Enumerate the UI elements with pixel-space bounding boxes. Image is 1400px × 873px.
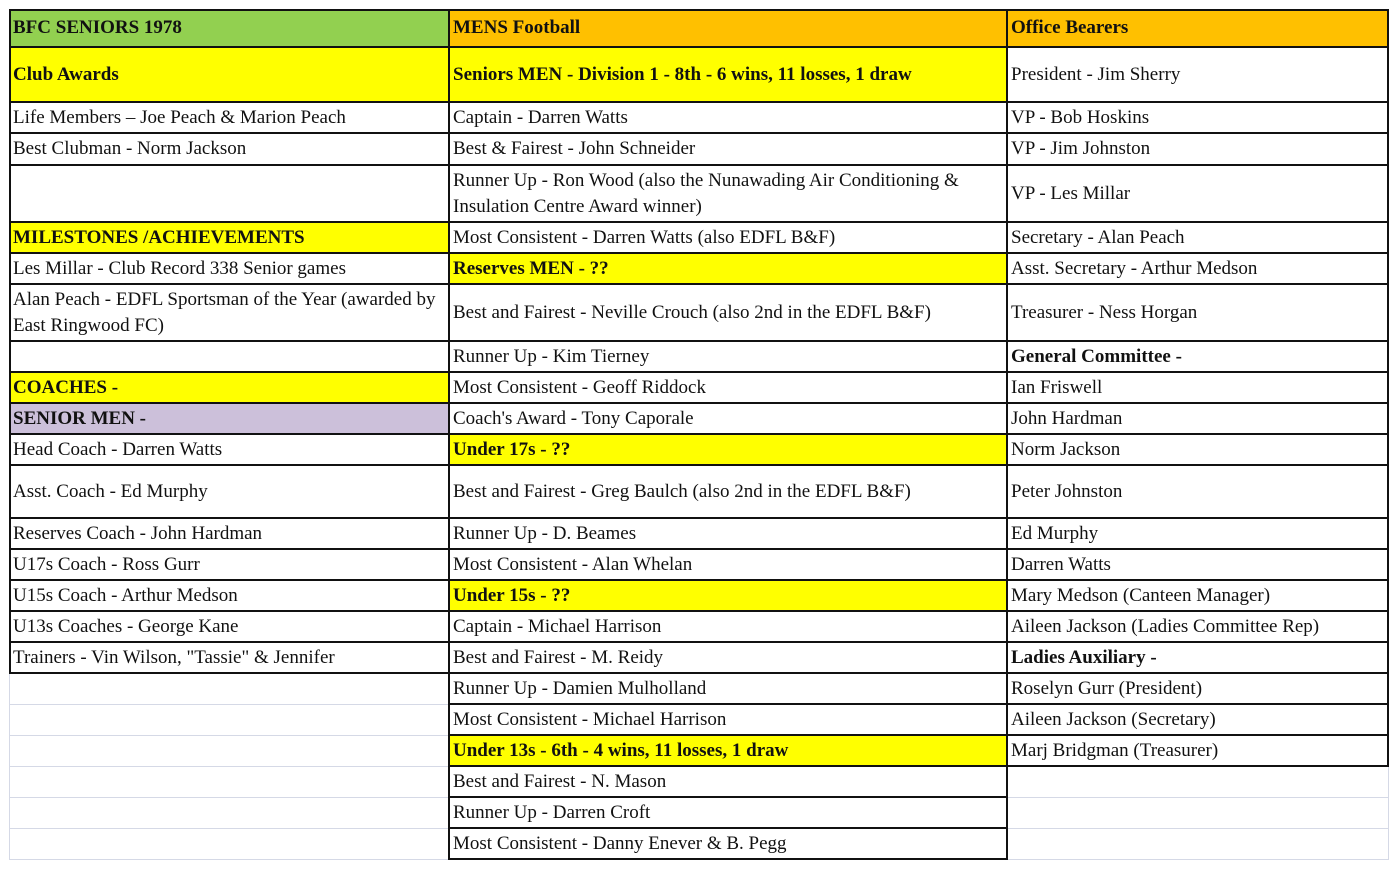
col3-cell[interactable]: John Hardman — [1011, 407, 1123, 429]
gridline — [9, 252, 1389, 254]
seniors-men-heading[interactable]: Seniors MEN - Division 1 - 8th - 6 wins, 11 losses, 1 draw — [449, 47, 1007, 102]
gridline — [448, 796, 1008, 798]
milestones-heading[interactable]: MILESTONES /ACHIEVEMENTS — [9, 222, 449, 253]
senior-men-heading[interactable]: SENIOR MEN - — [9, 403, 449, 434]
col2-cell[interactable]: Coach's Award - Tony Caporale — [453, 407, 694, 429]
gridline — [9, 859, 449, 860]
gridline — [9, 433, 1389, 435]
header-col2[interactable]: MENS Football — [449, 9, 1007, 47]
col1-cell[interactable]: Trainers - Vin Wilson, "Tassie" & Jennifer — [13, 646, 335, 668]
col2-cell[interactable]: Most Consistent - Darren Watts (also EDFL B&F) — [453, 226, 836, 248]
col2-cell[interactable]: Best & Fairest - John Schneider — [453, 138, 696, 159]
col3-cell[interactable]: Mary Medson (Canteen Manager) — [1011, 584, 1271, 606]
col2-cell[interactable]: Captain - Michael Harrison — [453, 615, 662, 637]
gridline — [9, 735, 449, 736]
col1-cell[interactable]: U15s Coach - Arthur Medson — [13, 584, 238, 606]
col3-cell[interactable]: VP - Jim Johnston — [1011, 138, 1151, 159]
gridline — [9, 766, 449, 767]
gridline — [448, 703, 1389, 705]
col3-cell[interactable]: Darren Watts — [1011, 553, 1111, 575]
col1-cell[interactable]: Asst. Coach - Ed Murphy — [13, 480, 208, 502]
gridline — [9, 797, 449, 798]
gridline — [1388, 766, 1389, 860]
col1-cell[interactable] — [9, 165, 449, 222]
gridline — [9, 641, 1389, 643]
club-awards-heading[interactable]: Club Awards — [9, 47, 449, 102]
col2-cell[interactable]: Runner Up - Kim Tierney — [453, 345, 650, 367]
col1-cell[interactable]: U17s Coach - Ross Gurr — [13, 553, 200, 575]
gridline — [448, 827, 1008, 829]
spreadsheet — [9, 9, 1389, 861]
coaches-heading[interactable]: COACHES - — [9, 372, 449, 403]
under-17s-heading[interactable]: Under 17s - ?? — [449, 434, 1007, 465]
col2-cell[interactable]: Captain - Darren Watts — [453, 106, 628, 128]
gridline — [9, 132, 1389, 134]
header-col1[interactable]: BFC SENIORS 1978 — [9, 9, 449, 47]
col2-cell[interactable]: Best and Fairest - M. Reidy — [453, 646, 664, 668]
ladies-auxiliary-heading[interactable]: Ladies Auxiliary - — [1011, 646, 1157, 668]
general-committee-heading[interactable]: General Committee - — [1011, 345, 1182, 367]
col2-cell[interactable]: Best and Fairest - N. Mason — [453, 770, 667, 792]
col3-cell[interactable]: VP - Bob Hoskins — [1011, 106, 1150, 128]
col1-cell[interactable]: Reserves Coach - John Hardman — [13, 522, 263, 544]
gridline — [9, 164, 1389, 166]
col3-cell[interactable]: Aileen Jackson (Ladies Committee Rep) — [1011, 615, 1320, 637]
col1-cell[interactable] — [9, 341, 449, 372]
gridline — [9, 283, 1389, 285]
gridline — [9, 101, 1389, 103]
col3-cell[interactable]: Marj Bridgman (Treasurer) — [1011, 739, 1219, 761]
under-13s-heading[interactable]: Under 13s - 6th - 4 wins, 11 losses, 1 draw — [449, 735, 1007, 766]
col3-cell[interactable]: Aileen Jackson (Secretary) — [1011, 708, 1216, 730]
col3-cell[interactable]: Ian Friswell — [1011, 376, 1103, 398]
col1-cell[interactable]: Alan Peach - EDFL Sportsman of the Year (awarded by East Ringwood FC) — [13, 288, 436, 336]
gridline — [1387, 9, 1389, 767]
col1-cell[interactable]: Best Clubman - Norm Jackson — [13, 138, 247, 159]
gridline — [9, 579, 1389, 581]
col1-cell[interactable]: Head Coach - Darren Watts — [13, 438, 223, 460]
col2-cell[interactable]: Most Consistent - Alan Whelan — [453, 553, 693, 575]
col2-cell[interactable]: Runner Up - D. Beames — [453, 522, 637, 544]
gridline — [9, 402, 1389, 404]
col2-cell[interactable]: Runner Up - Damien Mulholland — [453, 677, 707, 699]
gridline — [448, 734, 1389, 736]
gridline — [1007, 859, 1389, 860]
gridline — [448, 765, 1389, 767]
col2-cell[interactable]: Best and Fairest - Neville Crouch (also 2nd in the EDFL B&F) — [453, 301, 931, 323]
gridline — [9, 9, 1389, 11]
gridline — [9, 548, 1389, 550]
gridline — [9, 46, 1389, 48]
col3-cell[interactable]: Treasurer - Ness Horgan — [1011, 301, 1198, 323]
under-15s-heading[interactable]: Under 15s - ?? — [449, 580, 1007, 611]
col3-cell[interactable]: President - Jim Sherry — [1011, 63, 1181, 85]
gridline — [9, 221, 1389, 223]
reserves-men-heading[interactable]: Reserves MEN - ?? — [449, 253, 1007, 284]
col2-cell[interactable]: Runner Up - Ron Wood (also the Nunawading Air Conditioning & Insulation Centre Award winner) — [453, 169, 959, 217]
gridline — [9, 828, 449, 829]
col2-cell[interactable]: Runner Up - Darren Croft — [453, 801, 651, 823]
gridline — [9, 340, 1389, 342]
gridline — [9, 464, 1389, 466]
gridline — [1007, 828, 1389, 829]
col3-cell[interactable]: Ed Murphy — [1011, 522, 1099, 544]
gridline — [448, 858, 1008, 860]
col3-cell[interactable]: VP - Les Millar — [1011, 182, 1131, 204]
col2-cell[interactable]: Most Consistent - Danny Enever & B. Pegg — [453, 832, 787, 854]
col1-cell[interactable]: Life Members – Joe Peach & Marion Peach — [13, 106, 346, 128]
gridline — [9, 673, 10, 860]
col3-cell[interactable]: Secretary - Alan Peach — [1011, 226, 1185, 248]
gridline — [9, 672, 1389, 674]
col2-cell[interactable]: Most Consistent - Michael Harrison — [453, 708, 727, 730]
col3-cell[interactable]: Peter Johnston — [1011, 480, 1123, 502]
col3-cell[interactable]: Roselyn Gurr (President) — [1011, 677, 1203, 699]
col3-cell[interactable]: Norm Jackson — [1011, 438, 1121, 460]
gridline — [9, 704, 449, 705]
col2-cell[interactable]: Best and Fairest - Greg Baulch (also 2nd in the EDFL B&F) — [453, 480, 911, 502]
col2-cell[interactable]: Most Consistent - Geoff Riddock — [453, 376, 706, 398]
gridline — [9, 371, 1389, 373]
gridline — [9, 610, 1389, 612]
gridline — [1007, 797, 1389, 798]
col3-cell[interactable]: Asst. Secretary - Arthur Medson — [1011, 257, 1258, 279]
col1-cell[interactable]: Les Millar - Club Record 338 Senior games — [13, 257, 346, 279]
header-col3[interactable]: Office Bearers — [1007, 9, 1389, 47]
col1-cell[interactable]: U13s Coaches - George Kane — [13, 615, 239, 637]
gridline — [9, 517, 1389, 519]
